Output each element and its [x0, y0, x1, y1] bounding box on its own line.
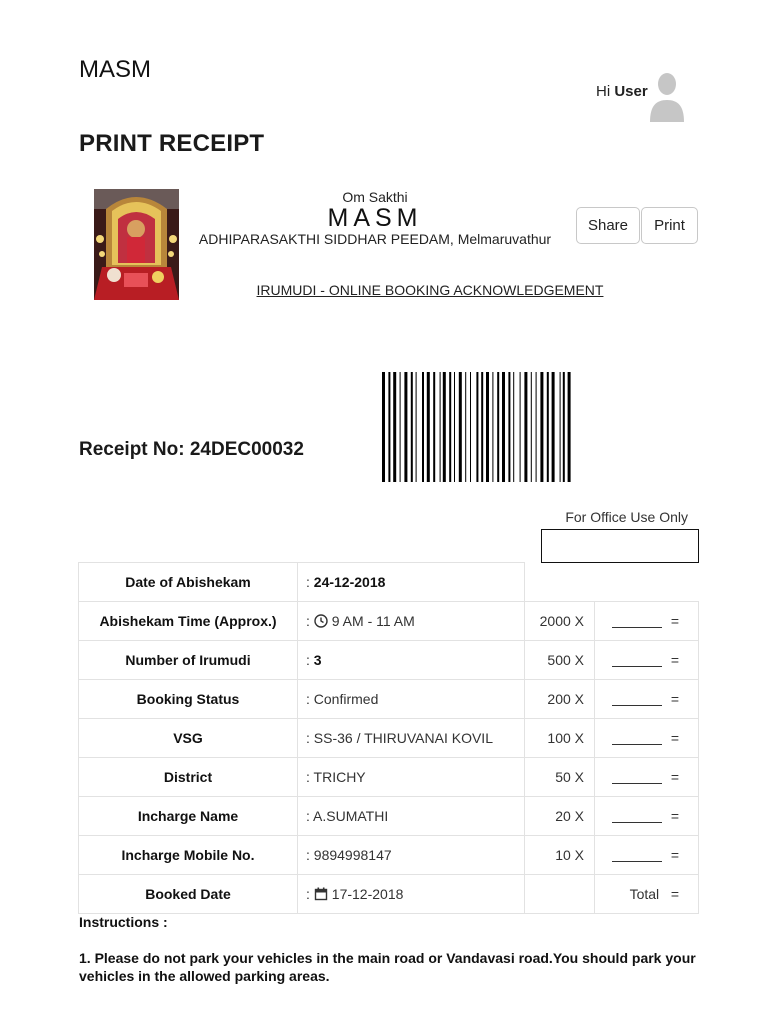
detail-value-cell: : Confirmed — [298, 680, 525, 719]
receipt-number: Receipt No: 24DEC00032 — [79, 439, 304, 460]
details-row — [79, 758, 699, 797]
barcode-bar — [513, 372, 514, 482]
barcode-bar — [443, 372, 446, 482]
denomination: 20 X — [525, 797, 595, 836]
amount-blank-line — [612, 705, 662, 706]
detail-value-cell: : 3 — [298, 641, 525, 680]
receipt-barcode — [382, 372, 690, 482]
equals-sign: = — [670, 730, 679, 746]
equals-sign: = — [670, 808, 679, 824]
detail-label: District — [79, 758, 298, 797]
barcode-bar — [552, 372, 555, 482]
page-title: PRINT RECEIPT — [79, 130, 265, 157]
detail-value-cell: : 24-12-2018 — [298, 563, 525, 602]
user-menu[interactable] — [596, 70, 696, 122]
detail-label: Date of Abishekam — [79, 563, 298, 602]
equals-sign: = — [670, 613, 679, 629]
total-label: Total — [629, 886, 660, 902]
detail-value-cell: : 17-12-2018 — [298, 875, 525, 914]
barcode-bar — [560, 372, 561, 482]
denomination: 50 X — [525, 758, 595, 797]
detail-value: A.SUMATHI — [313, 808, 389, 824]
equals-sign: = — [670, 769, 679, 785]
barcode-bar — [497, 372, 499, 482]
detail-value-cell: : TRICHY — [298, 758, 525, 797]
details-row — [79, 836, 699, 875]
details-row — [79, 680, 699, 719]
barcode-bar — [422, 372, 424, 482]
barcode-bar — [486, 372, 489, 482]
organization-short-name: MASM — [327, 204, 423, 232]
detail-label: Incharge Mobile No. — [79, 836, 298, 875]
deity-image — [94, 189, 179, 300]
print-button[interactable]: Print — [641, 207, 698, 244]
amount-blank-line — [612, 666, 662, 667]
instructions-title: Instructions : — [79, 914, 168, 930]
invocation-text: Om Sakthi — [342, 189, 408, 205]
barcode-bar — [531, 372, 532, 482]
detail-value: TRICHY — [313, 769, 366, 785]
barcode-bar — [416, 372, 417, 482]
share-button[interactable]: Share — [576, 207, 640, 244]
barcode-bar — [481, 372, 483, 482]
barcode-bar — [547, 372, 549, 482]
equals-sign: = — [670, 691, 679, 707]
barcode-bar — [449, 372, 451, 482]
amount-cell — [595, 797, 699, 836]
details-row — [79, 797, 699, 836]
amount-blank-line — [612, 627, 662, 628]
amount-blank-line — [612, 822, 662, 823]
organization-header — [190, 189, 560, 247]
amount-cell — [595, 680, 699, 719]
barcode-bar — [508, 372, 510, 482]
denomination: 10 X — [525, 836, 595, 875]
barcode-bar — [536, 372, 537, 482]
booking-details-table — [78, 562, 699, 914]
barcode-bar — [400, 372, 401, 482]
barcode-bar — [440, 372, 441, 482]
barcode-bar — [540, 372, 543, 482]
barcode-bar — [470, 372, 471, 482]
denomination — [525, 875, 595, 914]
user-greeting: Hi User — [596, 83, 648, 100]
instruction-item: 1. Please do not park your vehicles in the main road or Vandavasi road.You should park your vehicles in the allowed parking areas. — [79, 950, 696, 984]
barcode-bar — [502, 372, 505, 482]
denomination: 2000 X — [525, 602, 595, 641]
clock-icon — [314, 614, 328, 628]
amount-cell — [595, 641, 699, 680]
detail-label: Booking Status — [79, 680, 298, 719]
barcode-bar — [433, 372, 435, 482]
detail-label: Incharge Name — [79, 797, 298, 836]
amount-cell — [595, 758, 699, 797]
barcode-bar — [454, 372, 455, 482]
equals-sign: = — [670, 886, 679, 902]
barcode-bar — [520, 372, 521, 482]
barcode-bar — [459, 372, 462, 482]
user-name: User — [614, 83, 648, 100]
detail-value: 24-12-2018 — [313, 574, 386, 590]
amount-blank-line — [612, 861, 662, 862]
details-row — [79, 641, 699, 680]
detail-value-cell: : 9 AM - 11 AM — [298, 602, 525, 641]
amount-cell — [595, 602, 699, 641]
detail-label: Booked Date — [79, 875, 298, 914]
amount-cell — [595, 719, 699, 758]
detail-value: 3 — [313, 652, 322, 668]
detail-value: 17-12-2018 — [331, 886, 404, 902]
denomination: 500 X — [525, 641, 595, 680]
barcode-bar — [411, 372, 413, 482]
barcode-bar — [427, 372, 430, 482]
office-use-label: For Office Use Only — [565, 509, 688, 525]
barcode-bar — [382, 372, 385, 482]
empty-cell — [525, 563, 699, 602]
amount-cell — [595, 836, 699, 875]
detail-value: SS-36 / THIRUVANAI KOVIL — [313, 730, 493, 746]
barcode-bar — [568, 372, 571, 482]
equals-sign: = — [670, 847, 679, 863]
equals-sign: = — [670, 652, 679, 668]
barcode-bar — [393, 372, 396, 482]
detail-value-cell: : SS-36 / THIRUVANAI KOVIL — [298, 719, 525, 758]
barcode-bar — [476, 372, 478, 482]
detail-value: 9 AM - 11 AM — [331, 613, 415, 629]
office-use-box — [541, 529, 699, 563]
detail-value-cell: : 9894998147 — [298, 836, 525, 875]
barcode-bar — [563, 372, 565, 482]
barcode-bar — [524, 372, 527, 482]
details-row — [79, 563, 699, 602]
acknowledgement-heading: IRUMUDI - ONLINE BOOKING ACKNOWLEDGEMENT — [256, 282, 604, 298]
details-row — [79, 602, 699, 641]
details-row — [79, 875, 699, 914]
denomination: 200 X — [525, 680, 595, 719]
calendar-icon — [314, 887, 328, 901]
detail-label: Abishekam Time (Approx.) — [79, 602, 298, 641]
details-row — [79, 719, 699, 758]
amount-blank-line — [612, 783, 662, 784]
detail-label: Number of Irumudi — [79, 641, 298, 680]
denomination: 100 X — [525, 719, 595, 758]
detail-value: Confirmed — [313, 691, 379, 707]
barcode-bar — [388, 372, 390, 482]
organization-full-name: ADHIPARASAKTHI SIDDHAR PEEDAM, Melmaruvathur — [198, 231, 552, 247]
amount-cell — [595, 875, 699, 914]
barcode-bar — [465, 372, 466, 482]
detail-value-cell: : A.SUMATHI — [298, 797, 525, 836]
barcode-bar — [492, 372, 493, 482]
brand-logo-text: MASM — [79, 56, 151, 83]
detail-label: VSG — [79, 719, 298, 758]
barcode-bar — [404, 372, 407, 482]
detail-value: 9894998147 — [313, 847, 392, 863]
user-avatar-icon[interactable] — [648, 70, 686, 122]
amount-blank-line — [612, 744, 662, 745]
